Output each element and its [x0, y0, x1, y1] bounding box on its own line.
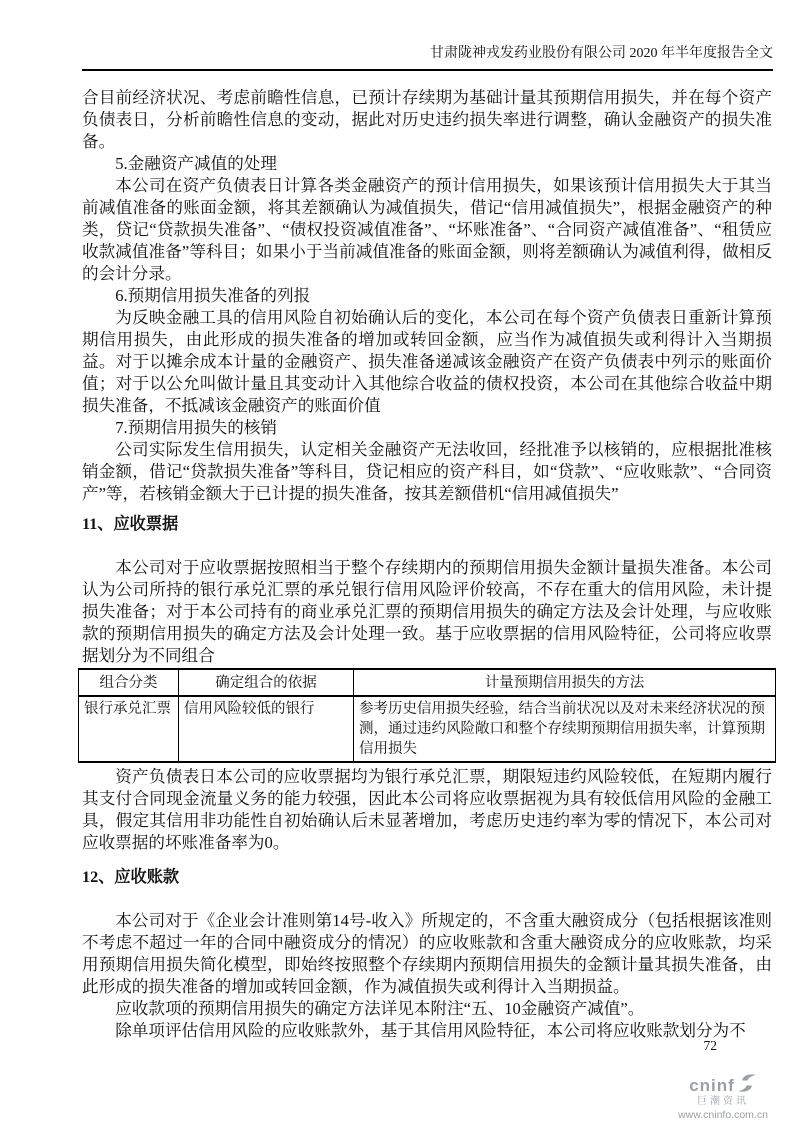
heading-11-notes-receivable: 11、应收票据: [82, 515, 179, 533]
paragraph-continuation: 合目前经济状况、考虑前瞻性信息，已预计存续期为基础计量其预期信用损失，并在每个资产负债表日，分析前瞻性信息的变动，据此对历史违约损失率进行调整，确认金融资产的损失准备。: [82, 88, 772, 151]
col-header-portfolio-basis: 确定组合的依据: [179, 669, 354, 696]
table-row: [79, 696, 776, 762]
cell-portfolio-category: 银行承兑汇票: [79, 696, 179, 762]
cell-ecl-method: 参考历史信用损失经验，结合当前状况以及对未来经济状况的预测，通过违约风险敞口和整个存续期预期信用损失率，计算预期信用损失: [354, 696, 776, 762]
table-header-row: [79, 669, 776, 696]
col-header-ecl-method: 计量预期信用损失的方法: [354, 669, 776, 696]
paragraph-12c: 除单项评估信用风险的应收账款外，基于其信用风险特征，本公司将应收账款划分为不: [115, 1021, 746, 1040]
paragraph-12b: 应收款项的预期信用损失的确定方法详见本附注“五、10金融资产减值”。: [115, 999, 645, 1018]
col-header-portfolio-category: 组合分类: [79, 669, 179, 696]
heading-12-accounts-receivable: 12、应收账款: [82, 868, 180, 886]
paragraph-11b: 资产负债表日本公司的应收票据均为银行承兑汇票，期限短违约风险较低，在短期内履行其支付合同现金流量义务的能力较强，因此本公司将应收票据视为具有较低信用风险的金融工具，假定其信用非功能性自初始确认后未显著增加，考虑历史违约率为零的情况下，本公司对应收票据的坏账准备率为0。: [82, 767, 772, 852]
section6-heading: 6.预期信用损失准备的列报: [115, 286, 311, 305]
report-header-title: 甘肃陇神戎发药业股份有限公司 2020 年半年度报告全文: [430, 46, 773, 61]
document-header: [82, 44, 773, 71]
cninfo-logo-row: [656, 1074, 790, 1097]
page-number: 72: [703, 1038, 717, 1053]
cell-portfolio-basis: 信用风险较低的银行: [179, 696, 354, 762]
paragraph-11a: 本公司对于应收票据按照相当于整个存续期内的预期信用损失金额计量损失准备。本公司认为公司所持的银行承兑汇票的承兑银行信用风险评价较高，不存在重大的信用风险，未计提损失准备；对于本公司持有的商业承兑汇票的预期信用损失的确定方法及会计处理，与应收账款的预期信用损失的确定方法及会计处理一致。基于应收票据的信用风险特征，公司将应收票据划分为不同组合: [82, 558, 772, 665]
cninfo-chinese-name: 巨潮资讯: [697, 1096, 749, 1108]
cninfo-swirl-icon: [737, 1074, 757, 1097]
portfolio-classification-table: [78, 668, 776, 763]
cninfo-brand-text: cninf: [689, 1075, 735, 1095]
section7-heading: 7.预期信用损失的核销: [115, 418, 277, 437]
section6-text: 为反映金融工具的信用风险自初始确认后的变化，本公司在每个资产负债表日重新计算预期信用损失，由此形成的损失准备的增加或转回金额，应当作为减值损失或利得计入当期损益。对于以摊余成本计量的金融资产、损失准备递减该金融资产在资产负债表中列示的账面价值；对于以公允叫做计量且其变动计入其他综合收益的债权投资，本公司在其他综合收益中期损失准备，不抵减该金融资产的账面价值: [82, 308, 772, 415]
paragraph-12a: 本公司对于《企业会计准则第14号-收入》所规定的，不含重大融资成分（包括根据该准则不考虑不超过一年的合同中融资成分的情况）的应收账款和含重大融资成分的应收账款，均采用预期信用损失简化模型，即始终按照整个存续期内预期信用损失的金额计量其损失准备，由此形成的损失准备的增加或转回金额，作为减值损失或利得计入当期损益。: [82, 911, 772, 996]
section7-text: 公司实际发生信用损失，认定相关金融资产无法收回，经批准予以核销的，应根据批准核销金额，借记“贷款损失准备”等科目，贷记相应的资产科目，如“贷款”、“应收账款”、“合同资产”等，若核销金额大于已计提的损失准备，按其差额借机“信用减值损失”: [82, 440, 772, 503]
section5-text: 本公司在资产负债表日计算各类金融资产的预计信用损失，如果该预计信用损失大于其当前减值准备的账面金额，将其差额确认为减值损失，借记“信用减值损失”，根据金融资产的种类，贷记“贷款损失准备”、“债权投资减值准备”、“坏账准备”、“合同资产减值准备”、“租赁应收款减值准备”等科目；如果小于当前减值准备的账面金额，则将差额确认为减值利得，做相反的会计分录。: [82, 176, 772, 283]
page-content: [82, 87, 772, 1042]
section5-heading: 5.金融资产减值的处理: [115, 154, 277, 173]
cninfo-url: www.cninfo.com.cn: [678, 1108, 768, 1121]
cninfo-logo: [656, 1074, 790, 1121]
